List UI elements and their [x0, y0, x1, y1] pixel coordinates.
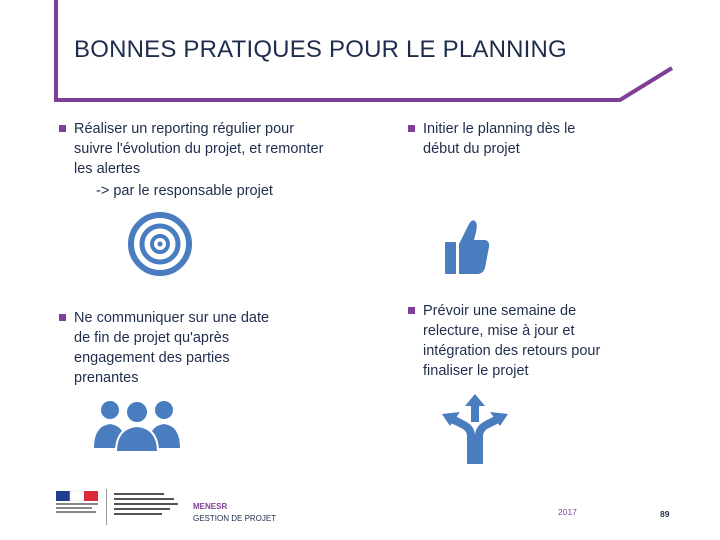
thumbs-up-icon: [443, 218, 491, 276]
bullet-reporting: [74, 119, 334, 179]
bullet-reporting-text: Réaliser un reporting régulier pour suivre l'évolution du projet, et remonter les alertes: [74, 121, 324, 177]
bullet-marker: [59, 125, 66, 132]
bullet-initier: [423, 119, 593, 159]
bullet-prevoir-text: Prévoir une semaine de relecture, mise à jour et intégration des retours pour finaliser le projet: [423, 303, 601, 379]
page-number: 89: [660, 509, 670, 519]
bullet-communiquer-text: Ne communiquer sur une date de fin de projet qu'après engagement des parties prenantes: [74, 310, 270, 386]
footer-subtitle: GESTION DE PROJET: [193, 514, 277, 523]
footer-org: MENESR: [193, 502, 228, 511]
bullet-communiquer: [74, 308, 274, 388]
page-title: BONNES PRATIQUES POUR LE PLANNING: [74, 36, 567, 63]
bullet-marker: [59, 314, 66, 321]
target-icon: [128, 212, 192, 276]
ministry-logo: [52, 487, 184, 527]
bullet-reporting-sub: -> par le responsable projet: [96, 183, 273, 199]
bullet-marker: [408, 307, 415, 314]
split-arrows-icon: [438, 392, 512, 466]
footer-year: 2017: [558, 507, 577, 517]
people-group-icon: [92, 396, 182, 454]
bullet-marker: [408, 125, 415, 132]
bullet-prevoir: [423, 301, 628, 381]
bullet-initier-text: Initier le planning dès le début du projet: [423, 121, 576, 157]
